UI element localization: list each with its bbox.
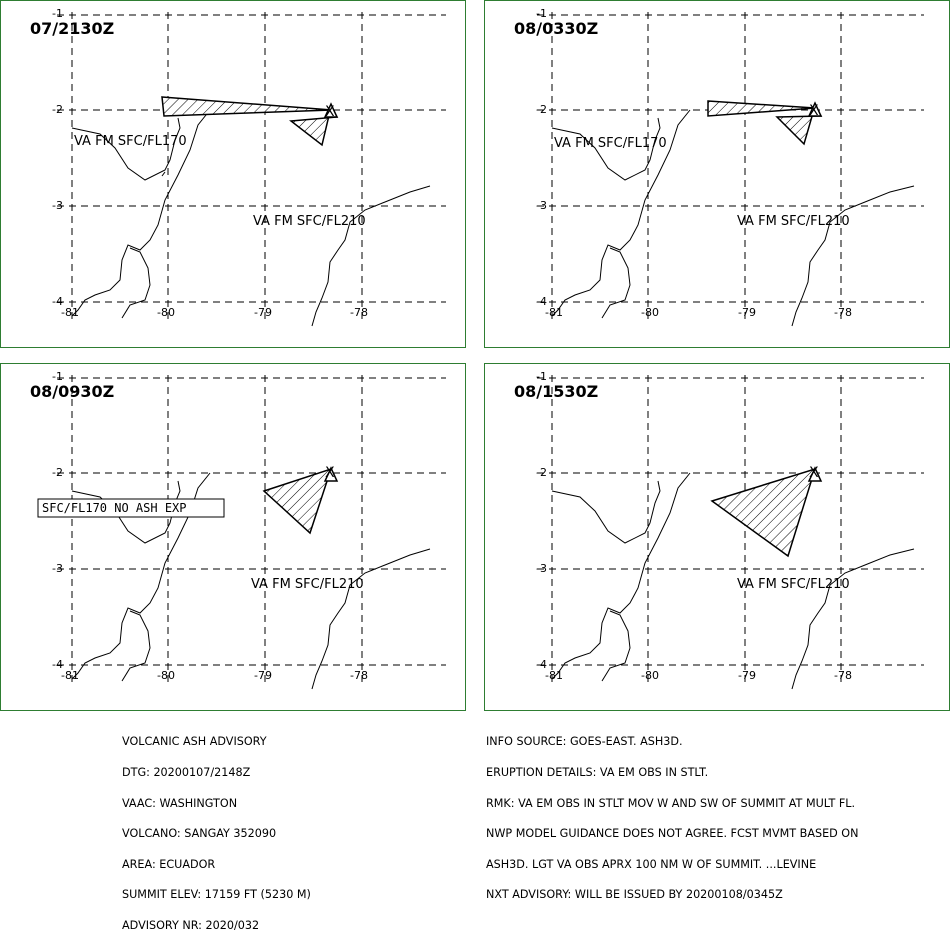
lon-label: -79 [254,306,272,319]
ash-annotation-fl210: VA FM SFC/FL210 [253,214,366,229]
ash-annotation-fl210: VA FM SFC/FL210 [737,214,850,229]
ash-annotation-fl170: VA FM SFC/FL170 [74,134,187,149]
advisory-vaac: VAAC: WASHINGTON [122,796,238,810]
panel-border [1,364,466,711]
lat-label: -2 [536,103,547,116]
advisory-header-block [122,717,311,941]
advisory-area: AREA: ECUADOR [122,857,216,871]
lon-label: -78 [350,306,368,319]
advisory-eruption-details: ERUPTION DETAILS: VA EM OBS IN STLT. [486,766,709,780]
lat-label: -2 [52,103,63,116]
lon-label: -80 [641,306,659,319]
lon-label: -80 [157,306,175,319]
lat-label: -4 [52,295,63,308]
panel-time: 08/0930Z [30,382,115,401]
lon-label: -78 [834,306,852,319]
advisory-title: VOLCANIC ASH ADVISORY [122,735,267,749]
advisory-dtg: DTG: 20200107/2148Z [122,766,251,780]
volcano-marker: X [809,465,819,481]
lat-label: -1 [52,7,63,20]
ash-annotation-fl210: VA FM SFC/FL210 [251,577,364,592]
lon-label: -80 [641,669,659,682]
advisory-volcano: VOLCANO: SANGAY 352090 [122,827,277,841]
lon-label: -81 [545,306,563,319]
advisory-remark-line: ASH3D. LGT VA OBS APRX 100 NM W OF SUMMIT. ...LEVINE [486,857,817,871]
lon-label: -80 [157,669,175,682]
ash-annotation-fl170: VA FM SFC/FL170 [554,136,667,151]
map-panel-3 [0,363,466,711]
lat-label: -4 [536,658,547,671]
map-panel-2 [484,0,950,348]
lat-label: -3 [52,199,63,212]
panel-time: 08/0330Z [514,19,599,38]
ash-annotation-fl210: VA FM SFC/FL210 [737,577,850,592]
lat-label: -1 [536,7,547,20]
advisory-summit-elev: SUMMIT ELEV: 17159 FT (5230 M) [122,888,311,902]
panel-time: 08/1530Z [514,382,599,401]
lat-label: -3 [536,562,547,575]
panel-border [485,364,950,711]
lon-label: -79 [738,669,756,682]
boxed-label: SFC/FL170 NO ASH EXP [42,501,187,515]
lon-label: -78 [350,669,368,682]
advisory-remark-line: NWP MODEL GUIDANCE DOES NOT AGREE. FCST MVMT BASED ON [486,827,859,841]
advisory-details-block [486,717,859,911]
lat-label: -3 [52,562,63,575]
lat-label: -1 [52,370,63,383]
lon-label: -81 [61,306,79,319]
volcano-marker: X [325,465,335,481]
map-panel-4 [484,363,950,711]
lat-label: -4 [52,658,63,671]
lat-label: -2 [52,466,63,479]
volcano-marker: X [809,103,819,119]
advisory-info-source: INFO SOURCE: GOES-EAST. ASH3D. [486,735,683,749]
panel-time: 07/2130Z [30,19,115,38]
lat-label: -3 [536,199,547,212]
advisory-number: ADVISORY NR: 2020/032 [122,919,260,933]
advisory-remark-line: RMK: VA EM OBS IN STLT MOV W AND SW OF SUMMIT AT MULT FL. [486,796,856,810]
map-panel-1 [0,0,466,348]
lon-label: -81 [545,669,563,682]
lon-label: -81 [61,669,79,682]
lat-label: -4 [536,295,547,308]
panel-border [1,1,466,348]
volcano-marker: X [325,104,335,120]
advisory-next: NXT ADVISORY: WILL BE ISSUED BY 20200108/0345Z [486,888,783,902]
lon-label: -79 [254,669,272,682]
lon-label: -79 [738,306,756,319]
panel-border [485,1,950,348]
lat-label: -1 [536,370,547,383]
lat-label: -2 [536,466,547,479]
lon-label: -78 [834,669,852,682]
